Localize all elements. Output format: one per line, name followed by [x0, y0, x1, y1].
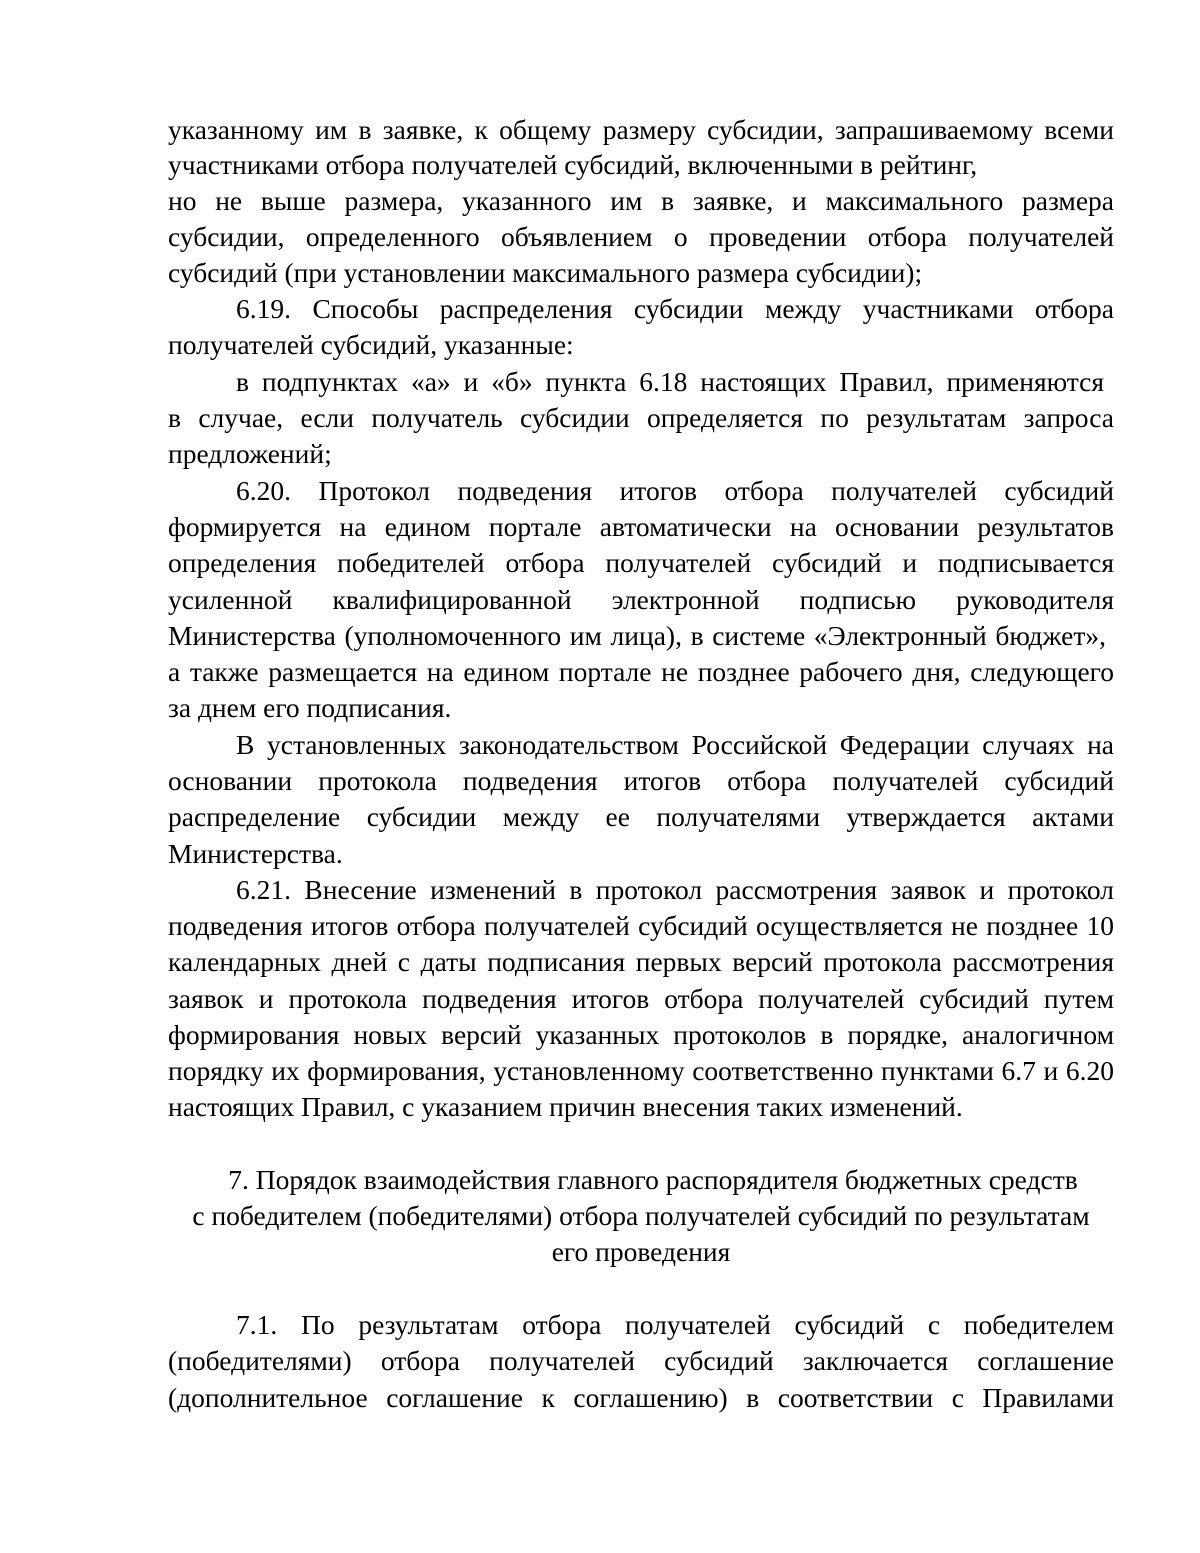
text-line: Министерства (уполномоченного им лица), в системе «Электронный бюджет», [168, 620, 1106, 651]
text-line: 6.19. Способы распределения субсидии между участниками отбора [236, 293, 1114, 324]
text-line: 6.20. Протокол подведения итогов отбора получателей субсидий [236, 475, 1114, 506]
text-line: усиленной квалифицированной электронной подписью руководителя [168, 584, 1114, 615]
text-line: (дополнительное соглашение к соглашению) в соответствии с Правилами [168, 1382, 1114, 1413]
text-line: предложений; [168, 438, 332, 469]
text-line: в случае, если получатель субсидии определяется по результатам запроса [168, 402, 1114, 433]
text-line: субсидий (при установлении максимального размера субсидии); [168, 257, 923, 288]
text-line: распределение субсидии между ее получателями утверждается актами [168, 801, 1114, 832]
text-line: а также размещается на едином портале не позднее рабочего дня, следующего [168, 656, 1114, 687]
text-line: в подпунктах «а» и «б» пункта 6.18 настоящих Правил, применяются [236, 366, 1104, 397]
text-line: за днем его подписания. [168, 692, 452, 723]
text-line: календарных дней с даты подписания первых версий протокола рассмотрения [168, 946, 1114, 977]
text-line: заявок и протокола подведения итогов отбора получателей субсидий путем [168, 983, 1114, 1014]
text-line: Министерства. [168, 838, 343, 869]
text-line: основании протокола подведения итогов отбора получателей субсидий [168, 765, 1114, 796]
text-line: участниками отбора получателей субсидий, включенными в рейтинг, [168, 149, 978, 180]
text-line: 7.1. По результатам отбора получателей субсидий с победителем [236, 1309, 1114, 1340]
text-line: получателей субсидий, указанные: [168, 329, 574, 360]
text-line: субсидии, определенного объявлением о проведении отбора получателей [168, 221, 1114, 252]
text-line: В установленных законодательством Российской Федерации случаях на [236, 729, 1114, 760]
text-line: 6.21. Внесение изменений в протокол рассмотрения заявок и протокол [236, 874, 1114, 905]
text-line: подведения итогов отбора получателей субсидий осуществляется не позднее 10 [168, 910, 1114, 941]
text-line: но не выше размера, указанного им в заявке, и максимального размера [168, 185, 1114, 216]
text-line: настоящих Правил, с указанием причин внесения таких изменений. [168, 1091, 963, 1122]
text-line: формируется на едином портале автоматически на основании результатов [168, 511, 1114, 542]
heading-line: 7. Порядок взаимодействия главного распорядителя бюджетных средств [228, 1164, 1078, 1195]
text-line: (победителями) отбора получателей субсидий заключается соглашение [168, 1345, 1114, 1376]
text-line: указанному им в заявке, к общему размеру субсидии, запрашиваемому всеми [168, 114, 1114, 145]
text-line: порядку их формирования, установленному соответственно пунктами 6.7 и 6.20 [168, 1055, 1114, 1086]
text-line: определения победителей отбора получателей субсидий и подписывается [168, 547, 1114, 578]
heading-line: его проведения [551, 1236, 731, 1267]
heading-line: с победителем (победителями) отбора получателей субсидий по результатам [192, 1200, 1090, 1231]
text-line: формирования новых версий указанных протоколов в порядке, аналогичном [168, 1019, 1114, 1050]
